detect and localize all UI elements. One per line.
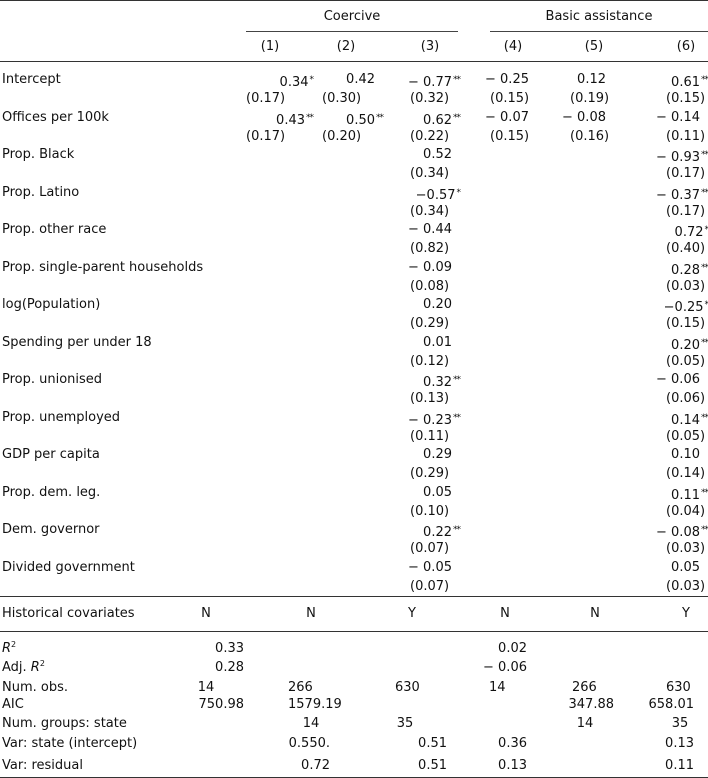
significance-stars: ** — [701, 337, 708, 348]
statistic-label: $R^2$ — [2, 640, 17, 656]
standard-error: (0.82) — [410, 241, 450, 256]
coefficient-cell — [577, 72, 614, 88]
statistic-label: Adj. $R^2$ — [2, 659, 45, 675]
standard-error: (0.15) — [666, 91, 706, 106]
statistic-value: 0.11 — [665, 758, 694, 773]
row-label: Prop. single-parent households — [2, 259, 204, 275]
standard-error: (0.07) — [410, 541, 450, 556]
standard-error: (0.17) — [666, 203, 706, 219]
standard-error: (0.08) — [410, 278, 450, 294]
row-label: Offices per 100k — [2, 109, 109, 125]
coefficient-value: 0.28 — [671, 262, 700, 278]
statistic-label: Var: state (intercept) — [2, 736, 138, 751]
standard-error: (0.06) — [666, 391, 706, 406]
coefficient-cell — [423, 485, 460, 501]
coefficient-value: 0.72 — [674, 225, 704, 240]
coefficient-value: 0.62 — [423, 112, 452, 128]
statistic-label: Num. groups: state — [2, 716, 127, 731]
statistic-value: − 0.06 — [483, 660, 527, 675]
statistic-value: 0.02 — [498, 641, 527, 656]
coefficient-cell — [423, 147, 460, 163]
coefficient-cell — [423, 372, 460, 391]
standard-error: (0.10) — [410, 503, 450, 519]
statistic-value: 0.550. — [288, 736, 330, 751]
statistic-label: Num. obs. — [2, 680, 69, 695]
standard-error: (0.40) — [666, 241, 706, 256]
standard-error: (0.29) — [410, 466, 450, 481]
coefficient-value: − 0.14 — [656, 109, 700, 125]
standard-error: (0.34) — [410, 203, 450, 219]
standard-error: (0.03) — [666, 578, 706, 594]
coefficient-value: − 0.06 — [656, 372, 700, 387]
historical-covariates-value: N — [500, 606, 510, 621]
coefficient-cell — [671, 260, 708, 279]
statistic-value: 35 — [396, 716, 414, 731]
historical-covariates-value: Y — [682, 606, 690, 621]
coefficient-cell — [423, 335, 460, 351]
statistic-value: 1579.19 — [288, 697, 342, 712]
coefficient-cell — [656, 147, 708, 166]
coefficient-value: 0.10 — [671, 447, 700, 462]
row-label: Prop. unemployed — [2, 409, 121, 425]
coefficient-cell — [423, 110, 460, 129]
statistic-value: 658.01 — [648, 697, 694, 712]
statistic-value: 14 — [302, 716, 320, 731]
standard-error: (0.17) — [666, 166, 706, 181]
header-rule — [0, 61, 708, 62]
statistic-value: 14 — [576, 716, 594, 731]
standard-error: (0.12) — [410, 353, 450, 369]
coefficient-cell — [656, 372, 708, 388]
coefficient-cell — [423, 447, 460, 463]
row-label: GDP per capita — [2, 447, 100, 462]
coefficient-cell — [664, 297, 708, 316]
coefficient-value: − 0.93 — [656, 150, 700, 165]
coercive-group-rule — [246, 31, 458, 32]
coefficient-value: − 0.25 — [485, 72, 529, 87]
coefficient-cell — [346, 72, 383, 88]
coefficient-cell — [423, 522, 460, 541]
statistic-value: 0.13 — [498, 758, 527, 773]
coefficient-value: 0.11 — [671, 487, 700, 503]
coefficient-cell — [408, 560, 460, 576]
historical-bottom-rule — [0, 631, 708, 632]
statistic-value: 0.51 — [418, 736, 447, 751]
coefficient-value: 0.52 — [423, 147, 452, 162]
statistic-value: 0.36 — [498, 736, 527, 751]
top-rule — [0, 0, 708, 1]
row-label: Spending per under 18 — [2, 334, 152, 350]
standard-error: (0.04) — [666, 503, 706, 519]
significance-stars: ** — [701, 412, 708, 423]
historical-covariates-value: Y — [408, 606, 416, 621]
coefficient-cell — [671, 560, 708, 576]
coefficients-bottom-rule — [0, 596, 708, 597]
standard-error: (0.15) — [490, 128, 530, 144]
row-label: Prop. unionised — [2, 372, 103, 387]
significance-stars: ** — [701, 525, 708, 535]
significance-stars: ** — [453, 525, 460, 535]
coefficient-value: 0.42 — [346, 72, 375, 87]
significance-stars: ** — [453, 75, 460, 85]
coefficient-value: 0.01 — [423, 334, 452, 350]
column-header: (4) — [503, 39, 523, 54]
row-label: Divided government — [2, 559, 135, 575]
statistic-label: AIC — [2, 697, 24, 712]
coefficient-value: −0.57 — [415, 187, 456, 203]
coefficient-cell — [671, 335, 708, 354]
coefficient-cell — [408, 260, 460, 276]
coefficient-value: 0.14 — [671, 412, 700, 428]
statistic-value: 347.88 — [568, 697, 614, 712]
coefficient-cell — [408, 222, 460, 238]
coefficient-cell — [656, 110, 708, 126]
coefficient-value: − 0.05 — [408, 559, 452, 575]
row-label: Prop. other race — [2, 222, 107, 237]
coefficient-cell — [671, 72, 708, 91]
standard-error: (0.15) — [490, 91, 530, 106]
group-header-coercive: Coercive — [323, 9, 381, 24]
statistic-value: 0.13 — [665, 736, 694, 751]
row-label: Intercept — [2, 72, 61, 87]
coefficient-cell — [280, 72, 313, 91]
standard-error: (0.05) — [666, 428, 706, 444]
coefficient-value: 0.32 — [423, 375, 452, 390]
row-label: Prop. Black — [2, 147, 75, 162]
standard-error: (0.11) — [666, 128, 706, 144]
significance-stars: ** — [453, 412, 460, 423]
coefficient-cell — [416, 185, 460, 204]
column-header: (1) — [260, 39, 280, 54]
standard-error: (0.16) — [570, 128, 610, 144]
coefficient-cell — [485, 72, 537, 88]
significance-stars: ** — [376, 112, 383, 123]
significance-stars: * — [704, 225, 708, 235]
historical-covariates-value: N — [306, 606, 316, 621]
coefficient-value: 0.50 — [346, 112, 375, 128]
statistic-value: 14 — [489, 680, 506, 695]
significance-stars: ** — [701, 487, 708, 498]
coefficient-value: 0.29 — [423, 447, 452, 462]
coefficient-cell — [671, 447, 708, 463]
statistic-value: 630 — [395, 680, 420, 695]
significance-stars: * — [456, 187, 460, 198]
coefficient-value: −0.25 — [663, 300, 704, 315]
statistic-value: 14 — [197, 680, 215, 695]
coefficient-cell — [485, 110, 537, 126]
standard-error: (0.17) — [246, 128, 286, 144]
coefficient-value: 0.20 — [423, 297, 452, 312]
standard-error: (0.32) — [410, 91, 450, 106]
column-header: (3) — [420, 39, 440, 54]
statistic-value: 0.51 — [418, 758, 447, 773]
coefficient-value: 0.12 — [577, 72, 606, 87]
coefficient-value: − 0.09 — [408, 259, 452, 275]
coefficient-value: 0.61 — [671, 75, 700, 90]
statistic-value: 266 — [572, 680, 597, 695]
significance-stars: ** — [701, 150, 708, 160]
standard-error: (0.03) — [666, 541, 706, 556]
coefficient-cell — [408, 72, 460, 91]
coefficient-cell — [276, 110, 313, 129]
standard-error: (0.05) — [666, 353, 706, 369]
coefficient-value: − 0.37 — [656, 187, 700, 203]
coefficient-value: − 0.08 — [562, 109, 606, 125]
coefficient-cell — [423, 297, 460, 313]
standard-error: (0.34) — [410, 166, 450, 181]
coefficient-value: − 0.07 — [485, 109, 529, 125]
coefficient-cell — [671, 485, 708, 504]
statistic-value: 266 — [288, 680, 313, 695]
column-header: (5) — [584, 39, 604, 54]
standard-error: (0.20) — [322, 128, 362, 144]
coefficient-value: − 0.08 — [656, 525, 700, 540]
row-label: Prop. dem. leg. — [2, 484, 101, 500]
statistic-value: 35 — [671, 716, 689, 731]
column-header: (2) — [336, 39, 356, 54]
standard-error: (0.07) — [410, 578, 450, 594]
significance-stars: ** — [701, 262, 708, 273]
standard-error: (0.11) — [410, 428, 450, 444]
statistic-value: 0.72 — [301, 758, 330, 773]
standard-error: (0.17) — [246, 91, 286, 106]
historical-covariates-value: N — [201, 606, 211, 621]
coefficient-value: 0.22 — [423, 525, 452, 540]
standard-error: (0.03) — [666, 278, 706, 294]
row-label: Dem. governor — [2, 522, 100, 537]
significance-stars: * — [309, 75, 313, 85]
coefficient-cell — [408, 410, 460, 429]
standard-error: (0.14) — [666, 466, 706, 481]
significance-stars: * — [704, 300, 708, 310]
standard-error: (0.19) — [570, 91, 610, 106]
coefficient-value: 0.05 — [423, 484, 452, 500]
column-header: (6) — [676, 39, 696, 54]
standard-error: (0.13) — [410, 391, 450, 406]
significance-stars: ** — [701, 187, 708, 198]
row-label: log(Population) — [2, 297, 101, 312]
historical-covariates-value: N — [590, 606, 600, 621]
coefficient-value: 0.43 — [276, 112, 305, 128]
coefficient-cell — [656, 185, 708, 204]
coefficient-cell — [346, 110, 383, 129]
coefficient-cell — [562, 110, 614, 126]
standard-error: (0.22) — [410, 128, 450, 144]
statistic-value: 0.33 — [215, 641, 244, 656]
statistic-value: 630 — [666, 680, 691, 695]
coefficient-value: 0.34 — [279, 75, 309, 90]
standard-error: (0.29) — [410, 316, 450, 331]
standard-error: (0.15) — [666, 316, 706, 331]
statistic-value: 0.28 — [215, 660, 244, 675]
significance-stars: ** — [306, 112, 313, 123]
coefficient-cell — [656, 522, 708, 541]
coefficient-value: − 0.77 — [408, 75, 452, 90]
significance-stars: ** — [453, 112, 460, 123]
historical-covariates-label: Historical covariates — [2, 606, 135, 621]
coefficient-value: 0.20 — [671, 337, 700, 353]
standard-error: (0.30) — [322, 91, 362, 106]
basic-assistance-group-rule — [490, 31, 708, 32]
group-header-basic-assistance: Basic assistance — [545, 9, 653, 24]
coefficient-value: 0.05 — [671, 559, 700, 575]
coefficient-cell — [675, 222, 708, 241]
coefficient-cell — [671, 410, 708, 429]
significance-stars: ** — [701, 75, 708, 85]
coefficient-value: − 0.23 — [408, 412, 452, 428]
statistic-value: 750.98 — [198, 697, 244, 712]
row-label: Prop. Latino — [2, 184, 80, 200]
coefficient-value: − 0.44 — [408, 222, 452, 237]
statistic-label: Var: residual — [2, 758, 83, 773]
significance-stars: ** — [453, 375, 460, 385]
